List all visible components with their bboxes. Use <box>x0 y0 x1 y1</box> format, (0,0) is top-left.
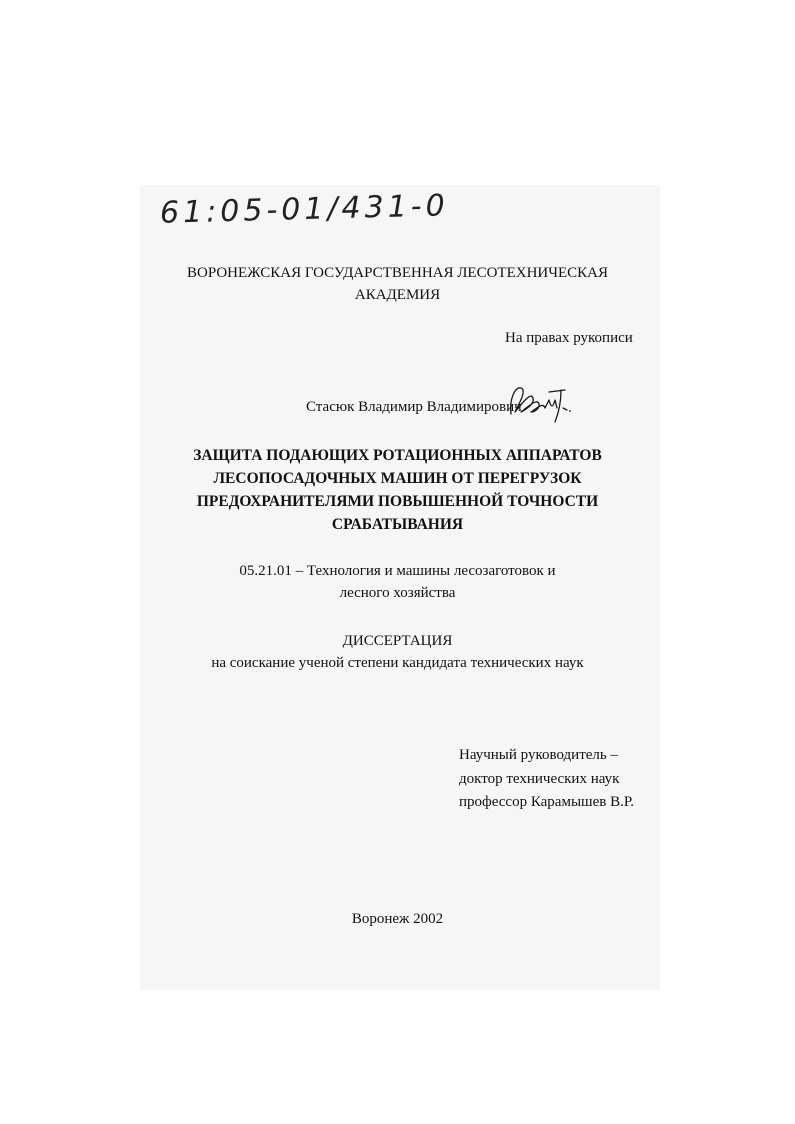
handwritten-code: 61:05-01/431-0 <box>159 188 450 231</box>
supervisor-line-3: профессор Карамышев В.Р. <box>459 794 635 810</box>
degree-statement: на соискание ученой степени кандидата технических наук <box>211 655 584 671</box>
supervisor-line-1: Научный руководитель – <box>459 747 618 763</box>
specialty-line-1: 05.21.01 – Технология и машины лесозаготовок и <box>239 563 556 579</box>
dissertation-heading: ДИССЕРТАЦИЯ <box>342 633 453 649</box>
dissertation-title <box>0 444 795 536</box>
author-name: Стасюк Владимир Владимирович <box>306 399 522 415</box>
institution-name <box>0 262 795 306</box>
institution-line-2: АКАДЕМИЯ <box>354 287 441 303</box>
supervisor-block <box>459 744 634 815</box>
city-year: Воронеж 2002 <box>351 911 444 927</box>
institution-line-1: ВОРОНЕЖСКАЯ ГОСУДАРСТВЕННАЯ ЛЕСОТЕХНИЧЕСКАЯ <box>186 265 608 281</box>
title-line-4: СРАБАТЫВАНИЯ <box>331 516 464 533</box>
specialty-code <box>0 560 795 604</box>
title-line-2: ЛЕСОПОСАДОЧНЫХ МАШИН ОТ ПЕРЕГРУЗОК <box>213 470 582 487</box>
supervisor-line-2: доктор технических наук <box>459 770 620 787</box>
title-line-1: ЗАЩИТА ПОДАЮЩИХ РОТАЦИОННЫХ АППАРАТОВ <box>193 447 602 464</box>
signature-image <box>505 378 585 426</box>
title-line-3: ПРЕДОХРАНИТЕЛЯМИ ПОВЫШЕННОЙ ТОЧНОСТИ <box>196 493 599 510</box>
specialty-line-2: лесного хозяйства <box>339 585 456 601</box>
manuscript-rights-note: На правах рукописи <box>505 330 633 346</box>
dissertation-label <box>0 630 795 674</box>
